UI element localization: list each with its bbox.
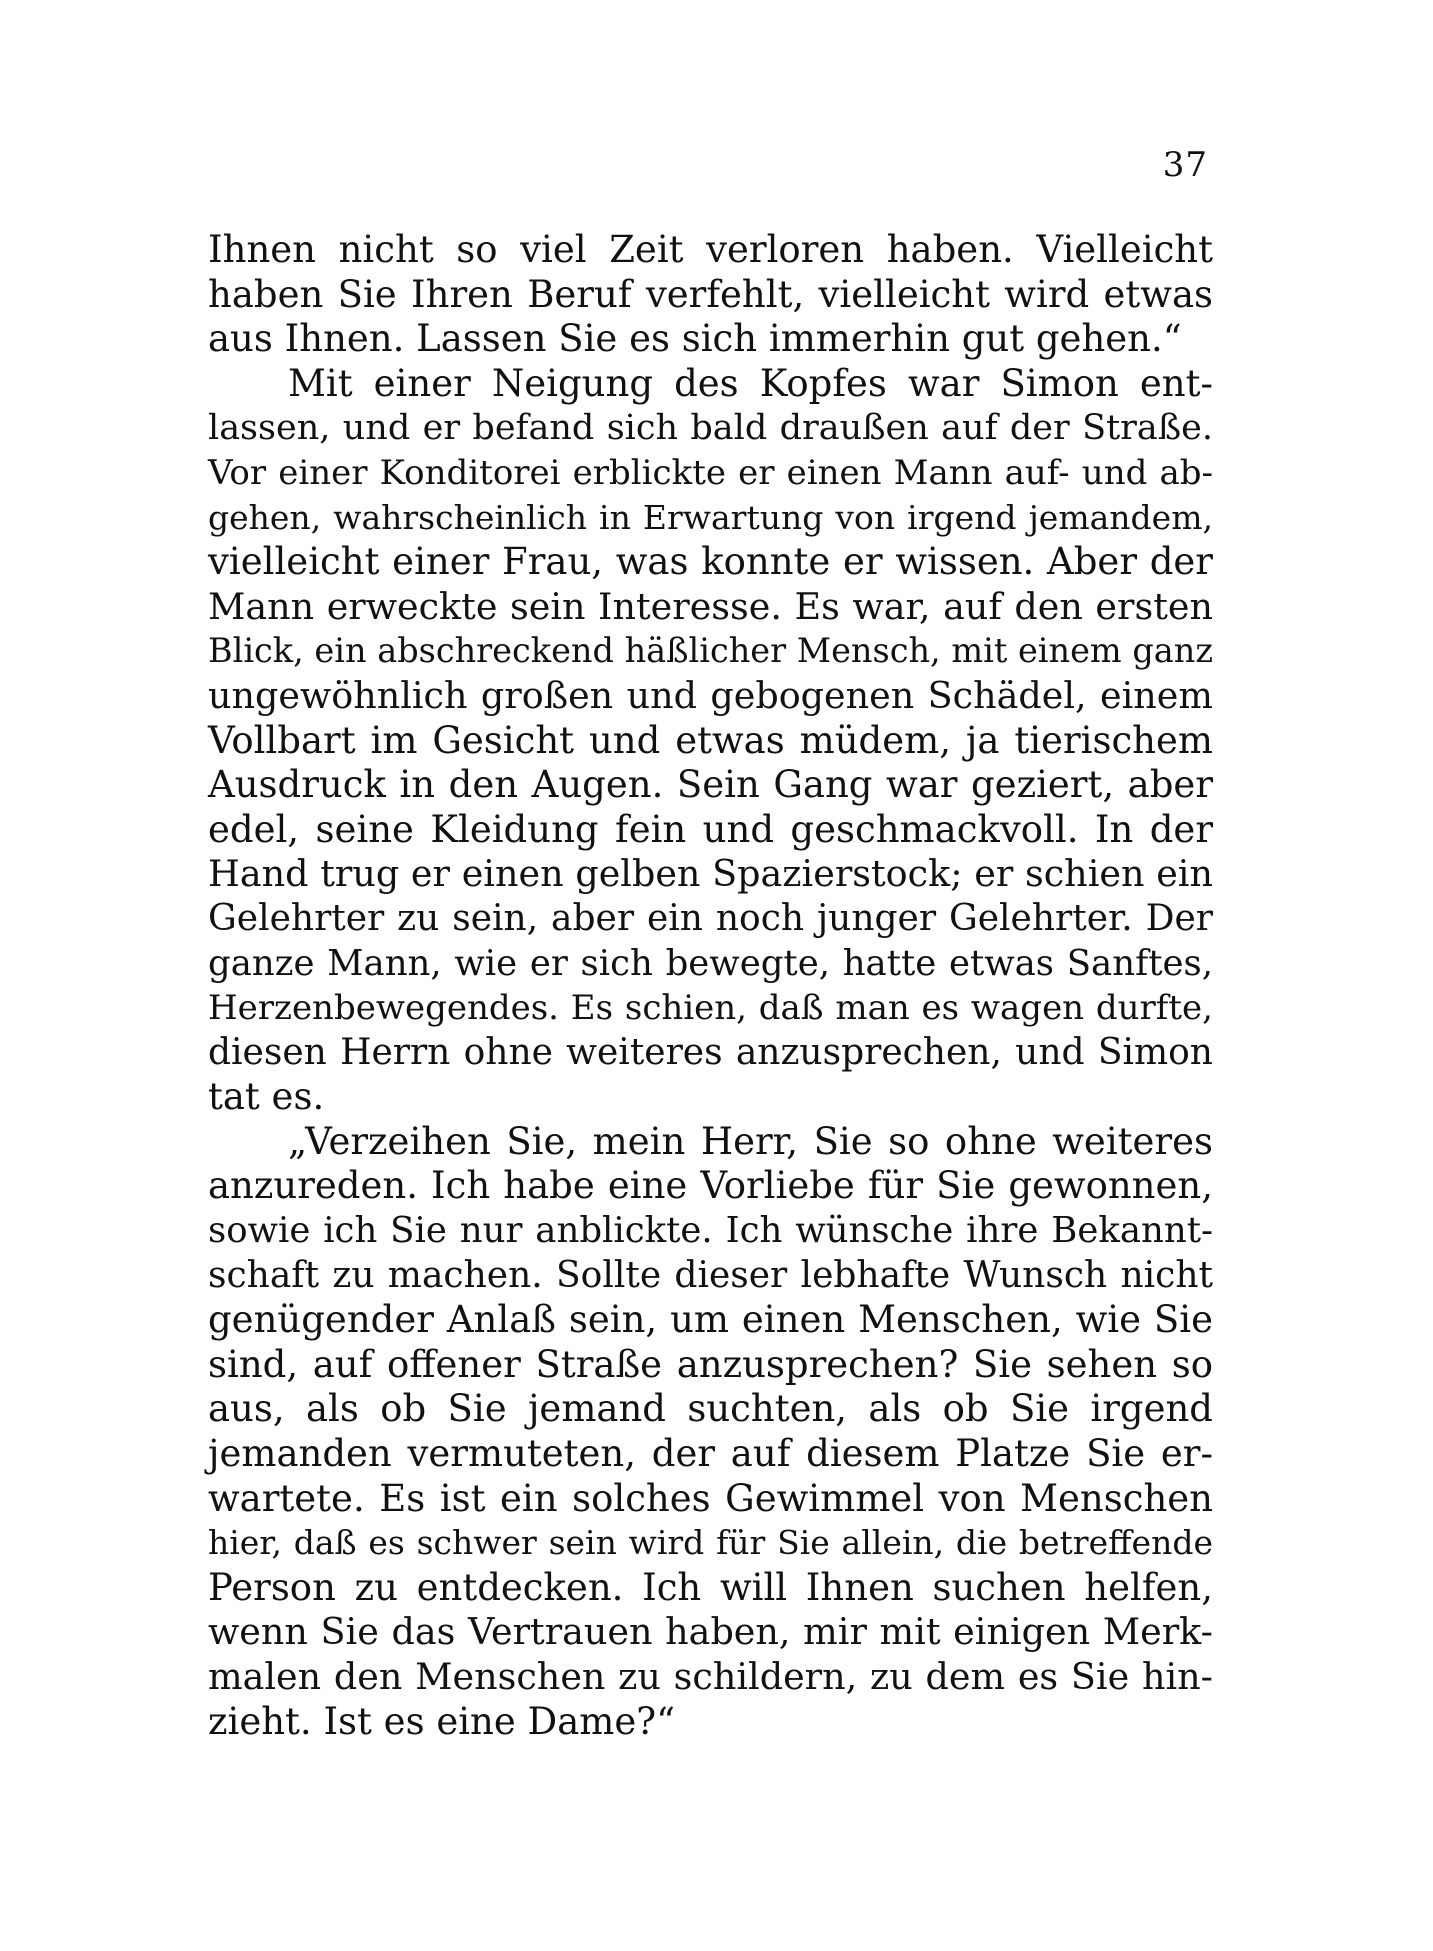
- text-line: zieht. Ist es eine Dame?“: [208, 1699, 675, 1743]
- text-line: sowie ich Sie nur anblickte. Ich wünsche ihre Bekannt-: [208, 1210, 1213, 1252]
- text-line: diesen Herrn ohne weiteres anzusprechen, und Simon: [208, 1031, 1213, 1073]
- text-line: wenn Sie das Vertrauen haben, mir mit einigen Merk-: [208, 1610, 1213, 1654]
- text-line: Ausdruck in den Augen. Sein Gang war geziert, aber: [208, 763, 1213, 807]
- text-line: ungewöhnlich großen und gebogenen Schädel, einem: [208, 673, 1213, 717]
- text-line: aus, als ob Sie jemand suchten, als ob Sie irgend: [208, 1387, 1213, 1431]
- text-line: malen den Menschen zu schildern, zu dem es Sie hin-: [208, 1655, 1213, 1698]
- text-line: aus Ihnen. Lassen Sie es sich immerhin gut gehen.“: [208, 317, 1182, 361]
- text-line: haben Sie Ihren Beruf verfehlt, vielleicht wird etwas: [208, 272, 1213, 316]
- page-number: 37: [1162, 145, 1208, 185]
- text-line: Mann erweckte sein Interesse. Es war, auf den ersten: [208, 584, 1213, 628]
- text-line: genügender Anlaß sein, um einen Menschen, wie Sie: [208, 1298, 1213, 1342]
- text-line: Vor einer Konditorei erblickte er einen Mann auf- und ab-: [208, 452, 1213, 493]
- text-line: lassen, und er befand sich bald draußen auf der Straße.: [208, 408, 1213, 449]
- text-line: Gelehrter zu sein, aber ein noch junger Gelehrter. Der: [208, 897, 1213, 939]
- text-line: „Verzeihen Sie, mein Herr, Sie so ohne weiteres: [288, 1119, 1213, 1163]
- text-line: wartete. Es ist ein solches Gewimmel von Menschen: [208, 1476, 1213, 1520]
- text-line: jemanden vermuteten, der auf diesem Platze Sie er-: [208, 1432, 1213, 1476]
- text-line: ganze Mann, wie er sich bewegte, hatte etwas Sanftes,: [208, 942, 1213, 984]
- text-line: edel, seine Kleidung fein und geschmackvoll. In der: [208, 807, 1213, 851]
- text-line: Person zu entdecken. Ich will Ihnen suchen helfen,: [208, 1565, 1213, 1609]
- text-line: schaft zu machen. Sollte dieser lebhafte Wunsch nicht: [208, 1254, 1213, 1296]
- text-line: vielleicht einer Frau, was konnte er wissen. Aber der: [208, 540, 1213, 584]
- text-line: Herzenbewegendes. Es schien, daß man es wagen durfte,: [208, 988, 1213, 1029]
- text-line: anzureden. Ich habe eine Vorliebe für Sie gewonnen,: [208, 1164, 1213, 1208]
- text-line: sind, auf offener Straße anzusprechen? Sie sehen so: [208, 1342, 1213, 1386]
- text-line: tat es.: [208, 1075, 325, 1119]
- text-line: Ihnen nicht so viel Zeit verloren haben. Vielleicht: [208, 228, 1213, 271]
- text-line: Hand trug er einen gelben Spazierstock; er schien ein: [208, 852, 1213, 896]
- text-line: Blick, ein abschreckend häßlicher Mensch, mit einem ganz: [208, 631, 1213, 671]
- text-line: gehen, wahrscheinlich in Erwartung von irgend jemandem,: [208, 497, 1213, 537]
- text-line: Mit einer Neigung des Kopfes war Simon ent-: [288, 361, 1213, 405]
- text-line: Vollbart im Gesicht und etwas müdem, ja tierischem: [208, 718, 1213, 762]
- text-line: hier, daß es schwer sein wird für Sie allein, die betreffende: [208, 1523, 1213, 1563]
- body-text: [208, 228, 1213, 1744]
